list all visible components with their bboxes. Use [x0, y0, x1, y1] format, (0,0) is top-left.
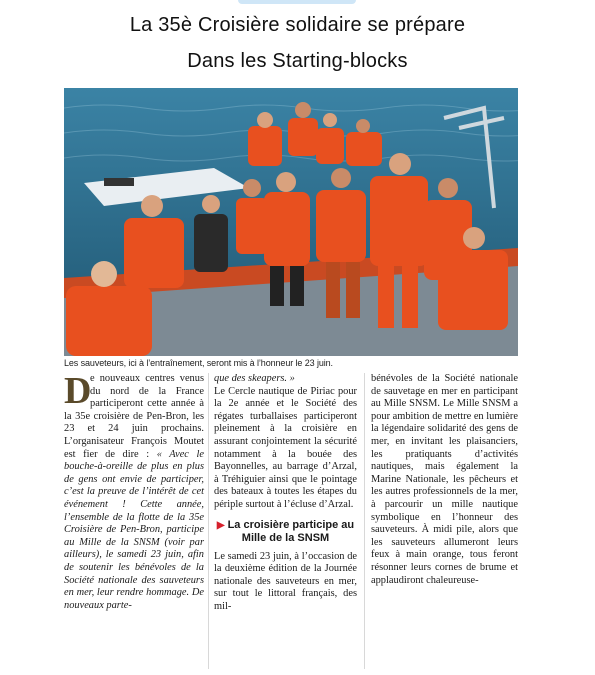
photo-caption: Les sauveteurs, ici à l’entraînement, seront mis à l’honneur le 23 juin.: [64, 358, 333, 368]
quote-end: que des skeapers. »: [214, 373, 295, 384]
text-run: e nouveaux centres venus du nord de la France participeront cette année à la 35e croisière de Pen-Bron, les 23 et 24 juin prochains. L’organisateur François Moutet est fier de dire :: [64, 373, 204, 460]
paragraph: Le Cercle nautique de Piriac pour la 2e année et le Société des régates turballaises participeront pleinement à la croisière en assurant conjointement la sécurité notamment à la bouée des Bayonnelles, au barrage d’Arzal, à Tréhiguier ainsi que le pointage des bateaux à toutes les étapes du périple surtout à l’écluse d’Arzal.: [214, 385, 357, 510]
top-bar: [0, 0, 595, 8]
section-subhead: [214, 519, 357, 545]
column-divider: [364, 373, 365, 669]
article-photo: [64, 88, 518, 356]
subhead-arrow-icon: ▶: [216, 519, 225, 531]
headline: La 35è Croisière solidaire se prépare: [129, 14, 466, 36]
quote-text: « Avec le bouche-à-oreille de plus en plus de gens ont envie de participer, c’est la preuve de l’intérêt de cet événement ! Cette année, l’ensemble de la flotte de la 35e Croisière de Pen-Bron, participe au Mille de la SNSM (voir par ailleurs), le samedi 23 juin, afin de soutenir les bénévoles de la Société nationale des sauveteurs en mer, leur rendre hommage. De nouveaux parte-: [64, 448, 204, 611]
subhead-text: La croisière participe au Mille de la SNSM: [227, 518, 355, 545]
top-accent: [238, 0, 356, 4]
article-column-2: [214, 373, 357, 614]
paragraph: [64, 370, 204, 612]
article-column-3: [371, 373, 518, 587]
subheadline: Dans les Starting-blocks: [187, 50, 408, 72]
paragraph: bénévoles de la Société nationale de sauvetage en mer en participant au Mille SNSM. Le Mille SNSM a pour ambition de mettre en lumière la légendaire solidarité des gens de mer, en invitant les plaisanciers, les pratiquants d’activités nautiques, mais également la Marine Nationale, les pêcheurs et les autres professionnels de la mer, à parcourir un mille nautique symbolique en l’honneur des sauveteurs. À midi pile, alors que les sauveteurs allumeront leurs feux à main orange, tous feront résonner leurs cornes de brume et applaudiront chaleureuse-: [371, 373, 518, 586]
paragraph: Le samedi 23 juin, à l’occasion de la deuxième édition de la Journée nationale des sauveteurs en mer, sur tout le littoral français, des mil-: [214, 550, 357, 612]
drop-cap: D: [64, 370, 92, 412]
article-column-1: [64, 370, 204, 612]
column-divider: [208, 373, 209, 669]
